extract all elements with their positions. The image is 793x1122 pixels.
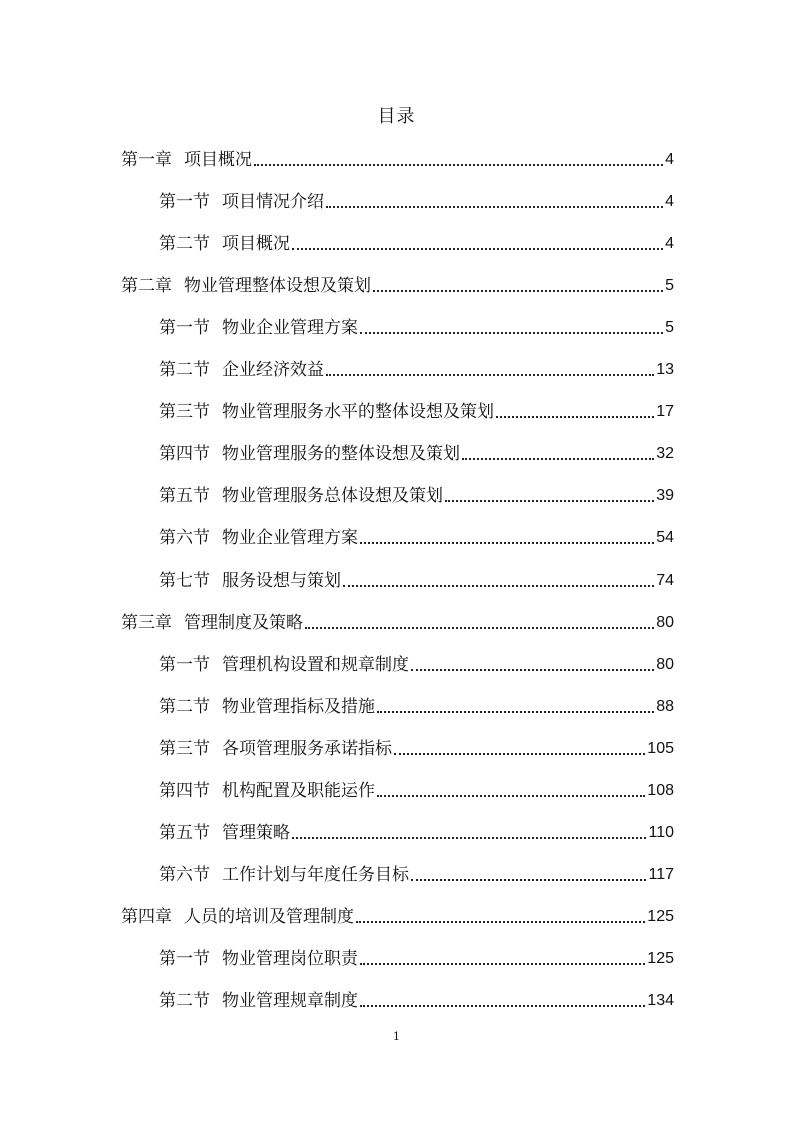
toc-entry-number: 第七节 [159, 571, 210, 591]
toc-dot-leader [411, 669, 654, 671]
toc-entry-number: 第四节 [159, 444, 210, 464]
toc-entry-number: 第六节 [159, 865, 210, 885]
toc-dot-leader [445, 500, 654, 502]
toc-entry-page: 125 [647, 908, 674, 925]
toc-chapter-entry[interactable] [121, 147, 674, 173]
toc-entry-title: 项目概况 [184, 150, 252, 170]
toc-entry-page: 108 [647, 782, 674, 799]
toc-entry-label [159, 778, 375, 804]
toc-dot-leader [292, 837, 646, 839]
toc-entry-page: 88 [656, 698, 674, 715]
toc-entry-label [159, 441, 460, 467]
toc-entry-page: 39 [656, 487, 674, 504]
toc-dot-leader [373, 290, 663, 292]
toc-entry-page: 74 [656, 572, 674, 589]
toc-section-entry[interactable] [159, 231, 674, 257]
toc-entry-title: 物业管理服务水平的整体设想及策划 [222, 402, 494, 422]
toc-dot-leader [292, 248, 663, 250]
toc-entry-label [159, 399, 494, 425]
toc-entry-title: 管理机构设置和规章制度 [222, 655, 409, 675]
toc-entry-label [159, 946, 358, 972]
toc-entry-label [159, 315, 358, 341]
toc-entry-title: 管理制度及策略 [184, 613, 303, 633]
toc-entry-number: 第一节 [159, 318, 210, 338]
toc-section-entry[interactable] [159, 525, 674, 551]
toc-entry-page: 110 [648, 824, 674, 841]
toc-entry-label [159, 357, 324, 383]
toc-entry-number: 第二节 [159, 697, 210, 717]
toc-entry-title: 物业管理整体设想及策划 [184, 276, 371, 296]
toc-dot-leader [394, 753, 645, 755]
toc-dot-leader [305, 627, 654, 629]
toc-entry-title: 物业管理岗位职责 [222, 949, 358, 969]
toc-dot-leader [326, 206, 663, 208]
toc-dot-leader [356, 921, 645, 923]
toc-dot-leader [377, 795, 645, 797]
toc-entry-label [159, 988, 358, 1014]
toc-entry-number: 第六节 [159, 528, 210, 548]
toc-entry-number: 第一节 [159, 655, 210, 675]
toc-section-entry[interactable] [159, 189, 674, 215]
toc-entry-label [121, 147, 252, 173]
toc-entry-label [159, 736, 392, 762]
toc-entry-page: 17 [656, 403, 674, 420]
toc-section-entry[interactable] [159, 399, 674, 425]
toc-entry-title: 各项管理服务承诺指标 [222, 739, 392, 759]
toc-entry-page: 32 [656, 445, 674, 462]
toc-entry-label [159, 483, 443, 509]
toc-chapter-entry[interactable] [121, 610, 674, 636]
toc-entry-page: 13 [656, 361, 674, 378]
page-number: 1 [393, 1030, 400, 1043]
toc-section-entry[interactable] [159, 736, 674, 762]
toc-entry-page: 54 [656, 529, 674, 546]
toc-entry-page: 4 [665, 193, 674, 210]
toc-section-entry[interactable] [159, 357, 674, 383]
toc-entry-label [121, 610, 303, 636]
toc-entry-label [159, 525, 358, 551]
toc-dot-leader [343, 585, 654, 587]
toc-dot-leader [360, 1005, 645, 1007]
toc-dot-leader [496, 416, 654, 418]
toc-entry-title: 物业管理服务的整体设想及策划 [222, 444, 460, 464]
toc-section-entry[interactable] [159, 483, 674, 509]
toc-entry-page: 4 [665, 151, 674, 168]
toc-dot-leader [360, 963, 645, 965]
toc-entry-number: 第二节 [159, 991, 210, 1011]
toc-entry-page: 105 [647, 740, 674, 757]
toc-entry-number: 第一章 [121, 150, 172, 170]
toc-dot-leader [360, 542, 654, 544]
toc-entry-number: 第二节 [159, 234, 210, 254]
toc-dot-leader [377, 711, 654, 713]
toc-dot-leader [254, 164, 663, 166]
toc-section-entry[interactable] [159, 778, 674, 804]
toc-title: 目录 [377, 106, 416, 127]
toc-entry-label [159, 820, 290, 846]
toc-entry-label [121, 904, 354, 930]
toc-section-entry[interactable] [159, 862, 674, 888]
toc-section-entry[interactable] [159, 652, 674, 678]
toc-entry-number: 第二章 [121, 276, 172, 296]
toc-entry-number: 第四章 [121, 907, 172, 927]
toc-dot-leader [360, 332, 663, 334]
toc-entry-page: 117 [648, 866, 674, 883]
toc-section-entry[interactable] [159, 568, 674, 594]
toc-section-entry[interactable] [159, 988, 674, 1014]
toc-entry-title: 管理策略 [222, 823, 290, 843]
toc-entry-label [159, 862, 409, 888]
toc-entry-label [121, 273, 371, 299]
toc-entry-number: 第三节 [159, 739, 210, 759]
toc-entry-number: 第三章 [121, 613, 172, 633]
toc-entry-title: 人员的培训及管理制度 [184, 907, 354, 927]
toc-entry-label [159, 694, 375, 720]
toc-entry-label [159, 652, 409, 678]
toc-chapter-entry[interactable] [121, 273, 674, 299]
toc-entry-label [159, 189, 324, 215]
toc-entry-title: 工作计划与年度任务目标 [222, 865, 409, 885]
toc-entry-title: 企业经济效益 [222, 360, 324, 380]
toc-section-entry[interactable] [159, 441, 674, 467]
toc-dot-leader [411, 879, 646, 881]
toc-section-entry[interactable] [159, 315, 674, 341]
toc-entry-number: 第四节 [159, 781, 210, 801]
toc-entry-title: 物业企业管理方案 [222, 318, 358, 338]
toc-entry-number: 第三节 [159, 402, 210, 422]
toc-entry-label [159, 231, 290, 257]
toc-entry-page: 80 [656, 614, 674, 631]
toc-entry-page: 125 [647, 950, 674, 967]
toc-entry-page: 4 [665, 235, 674, 252]
toc-entry-number: 第一节 [159, 949, 210, 969]
toc-entry-title: 物业企业管理方案 [222, 528, 358, 548]
toc-entry-title: 项目概况 [222, 234, 290, 254]
toc-entry-number: 第二节 [159, 360, 210, 380]
toc-entry-page: 134 [647, 992, 674, 1009]
toc-dot-leader [326, 374, 654, 376]
toc-entry-label [159, 568, 341, 594]
toc-entry-number: 第一节 [159, 192, 210, 212]
toc-entry-number: 第五节 [159, 823, 210, 843]
toc-chapter-entry[interactable] [121, 904, 674, 930]
toc-entry-title: 机构配置及职能运作 [222, 781, 375, 801]
toc-dot-leader [462, 458, 654, 460]
toc-entry-title: 服务设想与策划 [222, 571, 341, 591]
toc-entry-page: 5 [665, 319, 674, 336]
toc-section-entry[interactable] [159, 694, 674, 720]
toc-entry-title: 物业管理服务总体设想及策划 [222, 486, 443, 506]
toc-entry-page: 5 [665, 277, 674, 294]
toc-entry-number: 第五节 [159, 486, 210, 506]
toc-entry-title: 项目情况介绍 [222, 192, 324, 212]
toc-entry-title: 物业管理规章制度 [222, 991, 358, 1011]
toc-section-entry[interactable] [159, 820, 674, 846]
toc-section-entry[interactable] [159, 946, 674, 972]
toc-entry-page: 80 [656, 656, 674, 673]
toc-entry-title: 物业管理指标及措施 [222, 697, 375, 717]
